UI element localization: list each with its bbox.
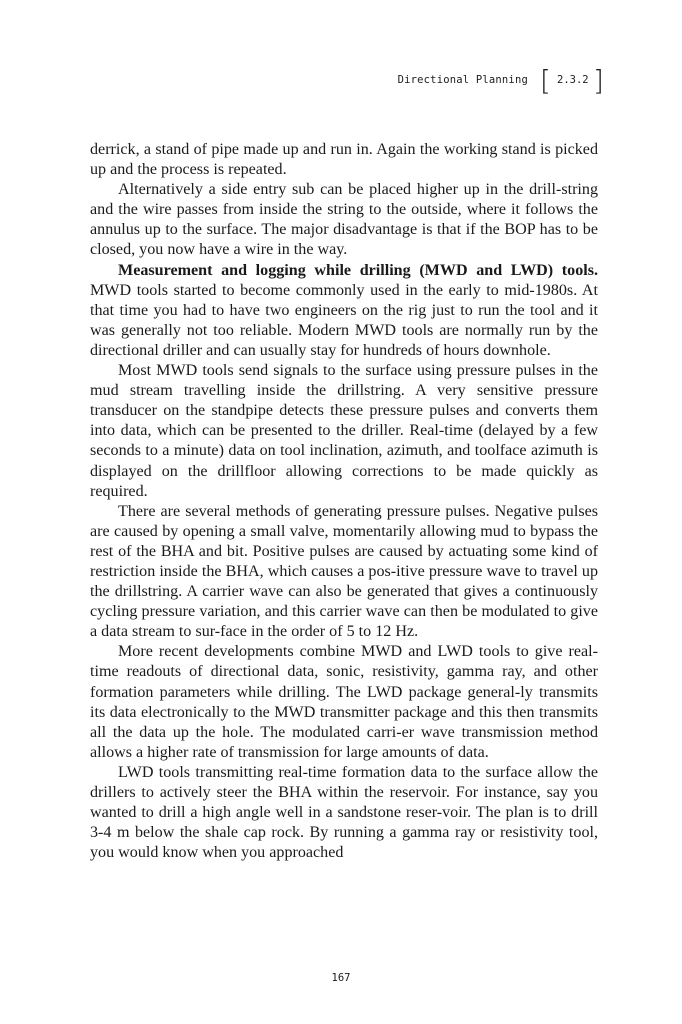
mwd-lwd-heading: Measurement and logging while drilling (MWD and LWD) tools. [118, 261, 598, 279]
right-bracket-icon: ] [593, 64, 604, 97]
paragraph-6: More recent developments combine MWD and LWD tools to give real-time readouts of directional data, sonic, resistivity, gamma ray, and other formation parameters while drilling. The LWD package general-ly transmits its data electronically to the MWD transmitter package and this then transmits all the data up the hole. The modulated carri-er wave transmission method allows a higher rate of transmission for large amounts of data. [90, 643, 598, 761]
paragraph-2: Alternatively a side entry sub can be placed higher up in the drill-string and the wire passes from inside the string to the outside, where it follows the annulus up to the surface. The major disadvantage is that if the BOP has to be closed, you now have a wire in the way. [90, 181, 598, 259]
body-text [90, 140, 598, 863]
paragraph-3-text: MWD tools started to become commonly used in the early to mid-1980s. At that time you had to have two engineers on the rig just to run the tool and it was generally not too reliable. Modern MWD tools are normally run by the directional driller and can usually stay for hundreds of hours downhole. [90, 281, 598, 359]
section-number: 2.3.2 [557, 74, 589, 86]
paragraph-1: derrick, a stand of pipe made up and run in. Again the working stand is picked up and the process is repeated. [90, 141, 598, 179]
paragraph-4: Most MWD tools send signals to the surface using pressure pulses in the mud stream travelling inside the drillstring. A very sensitive pressure transducer on the standpipe detects these pressure pulses and converts them into data, which can be presented to the driller. Real-time (delayed by a few seconds to a minute) data on tool inclination, azimuth, and toolface azimuth is displayed on the drillfloor allowing corrections to be made quickly as required. [90, 362, 598, 500]
paragraph-5: There are several methods of generating pressure pulses. Negative pulses are caused by opening a small valve, momentarily allowing mud to bypass the rest of the BHA and bit. Positive pulses are caused by actuating some kind of restriction inside the BHA, which causes a pos-itive pressure wave to travel up the drillstring. A carrier wave can also be generated that gives a continuously cycling pressure variation, and this carrier wave can then be modulated to give a data stream to sur-face in the order of 5 to 12 Hz. [90, 502, 598, 641]
page-header [0, 64, 682, 100]
section-marker [540, 64, 604, 97]
paragraph-3 [90, 261, 598, 361]
running-title: Directional Planning [397, 74, 528, 86]
page-number: 167 [331, 972, 351, 984]
paragraph-7: LWD tools transmitting real-time formation data to the surface allow the drillers to actively steer the BHA within the reservoir. For instance, say you wanted to drill a high angle well in a sandstone reser-voir. The plan is to drill 3-4 m below the shale cap rock. By running a gamma ray or resistivity tool, you would know when you approached [90, 763, 598, 862]
left-bracket-icon: [ [540, 64, 551, 97]
